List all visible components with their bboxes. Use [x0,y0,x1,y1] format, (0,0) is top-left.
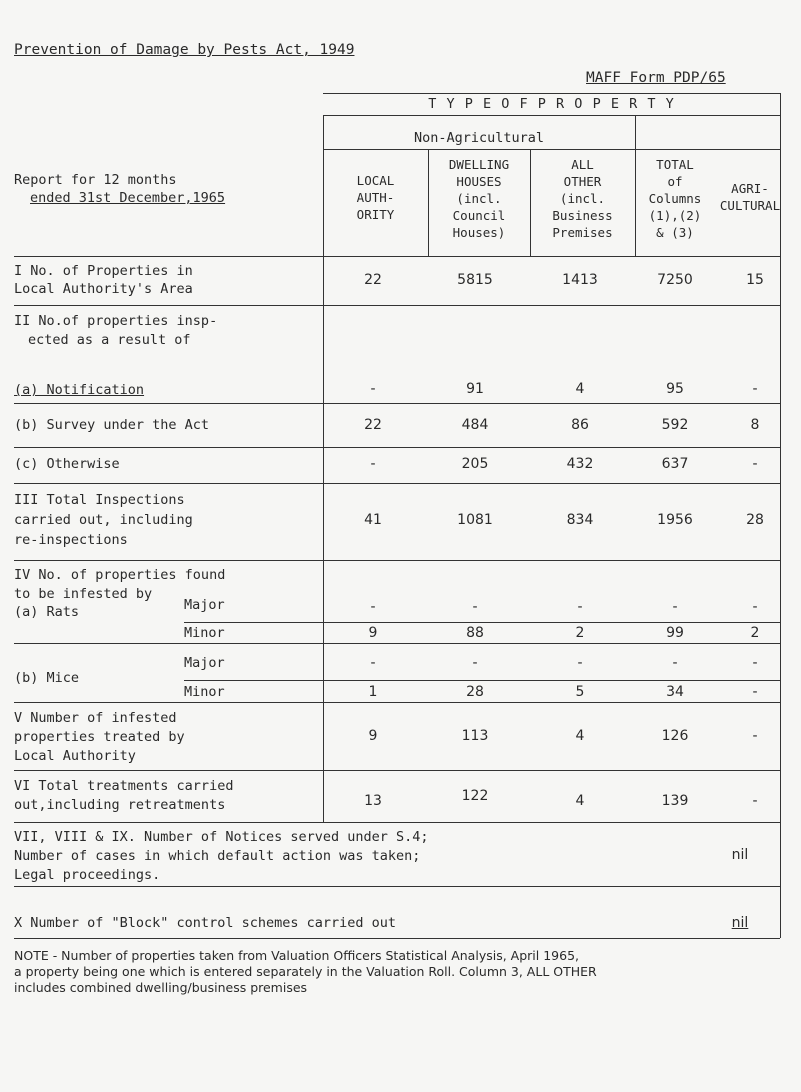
row-2a-label: (a) Notification [14,382,145,398]
report-title-line-1: Report for 12 months [14,172,177,188]
type-of-property-heading: T Y P E O F P R O P E R T Y [428,96,675,112]
column-local-authority: LOCAL AUTH- ORITY [356,173,395,222]
rats-major-label: Major [184,597,225,613]
row-1-label: I No. of Properties in Local Authority's Area [14,263,193,297]
mice-minor-label: Minor [184,684,225,700]
row-6-label: VI Total treatments carried out,including retreatments [14,778,234,813]
row-7-9-label: VII, VIII & IX. Number of Notices served under S.4; Number of cases in which default action was taken; Legal proceedings. [14,829,429,883]
column-dwelling-houses: DWELLING HOUSES (incl. Council Houses) [448,157,510,240]
page-title: Prevention of Damage by Pests Act, 1949 [14,42,355,58]
mice-major-label: Major [184,655,225,671]
footnote: NOTE - Number of properties taken from Valuation Officers Statistical Analysis, April 1965, a property being one which is entered separately in the Valuation Roll. Column 3, ALL OTHER includes combined dwelling/business premises [14,948,597,995]
column-agricultural: AGRI- CULTURAL [719,181,781,213]
form-reference: MAFF Form PDP/65 [586,70,726,86]
row-3-label: III Total Inspections carried out, including re-inspections [14,492,193,548]
column-all-other: ALL OTHER (incl. Business Premises [552,157,613,240]
row-10-value: nil [731,915,749,931]
row-4-label: IV No. of properties found to be infested by [14,567,226,602]
row-2-label: II No.of properties insp- ected as a result of [14,313,218,348]
row-5-label: V Number of infested properties treated by Local Authority [14,710,185,764]
mice-label: (b) Mice [14,670,80,686]
row-10-label: X Number of "Block" control schemes carried out [14,915,397,931]
row-2c-label: (c) Otherwise [14,456,120,472]
non-agricultural-heading: Non-Agricultural [413,130,545,146]
row-7-9-value: nil [731,847,749,863]
rats-label: (a) Rats [14,604,80,620]
report-title-line-2: ended 31st December,1965 [30,190,226,206]
row-2b-label: (b) Survey under the Act [14,417,210,433]
column-total: TOTAL of Columns (1),(2) & (3) [648,157,702,240]
rats-minor-label: Minor [184,625,225,641]
